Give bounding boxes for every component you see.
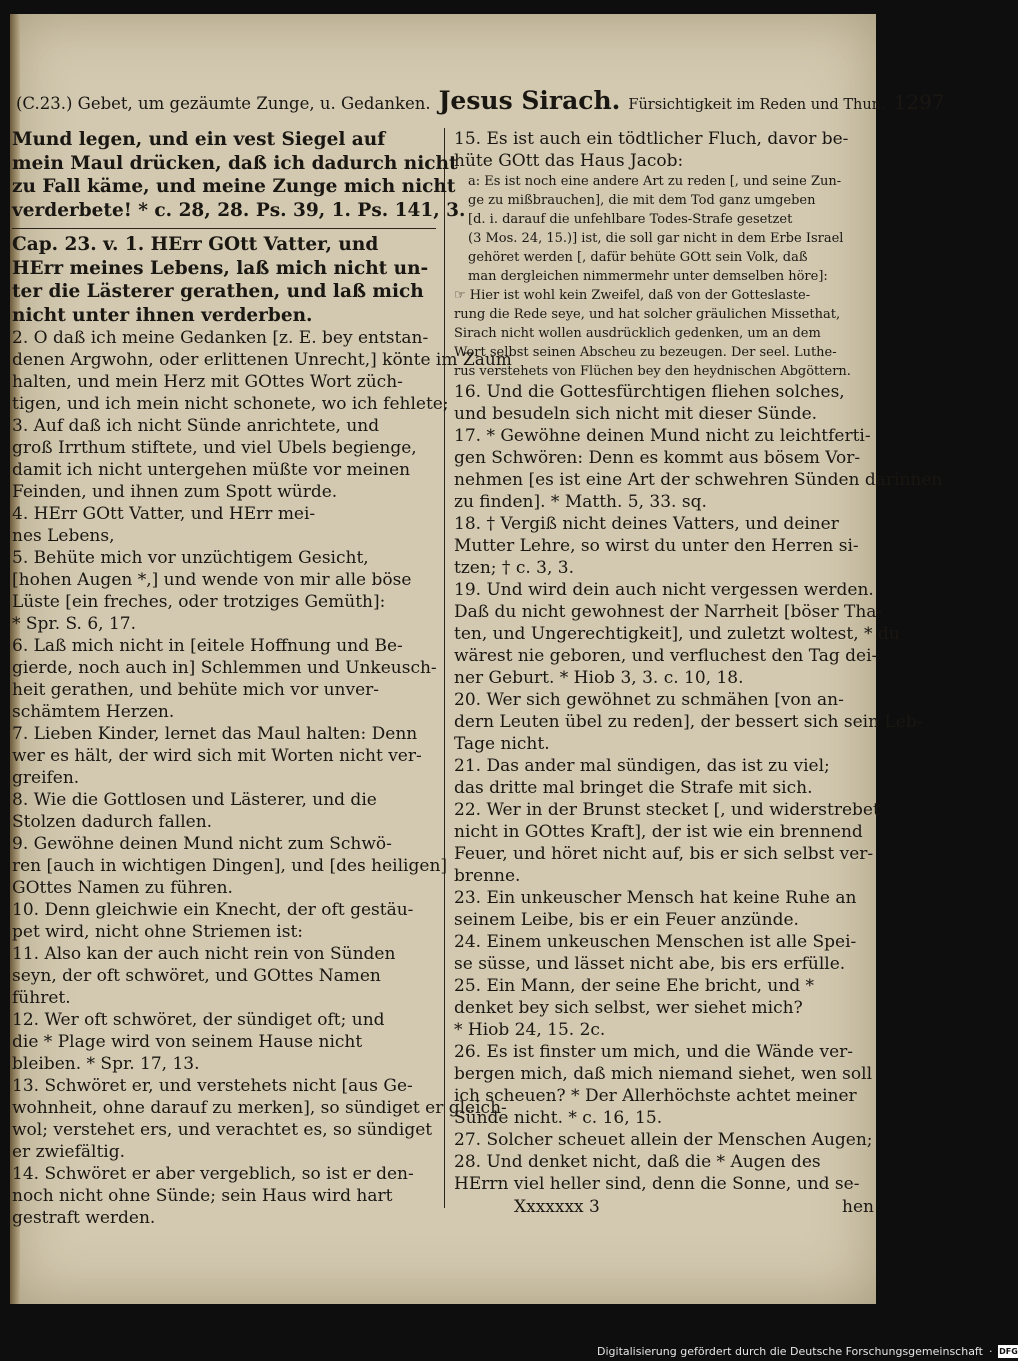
text-line: ren [auch in wichtigen Dingen], und [des heiligen] <box>12 856 448 876</box>
text-line: halten, und mein Herz mit GOttes Wort züch- <box>12 372 403 392</box>
text-line: dern Leuten übel zu reden], der bessert sich sein Leb- <box>454 712 923 732</box>
text-line: heit gerathen, und behüte mich vor unver- <box>12 680 380 700</box>
text-line: das dritte mal bringet die Strafe mit sich. <box>454 778 813 798</box>
text-line: Mund legen, und ein vest Siegel auf <box>12 129 386 150</box>
text-line: zu Fall käme, und meine Zunge mich nicht <box>12 176 456 197</box>
text-line: nicht in GOttes Kraft], der ist wie ein brennend <box>454 822 863 842</box>
text-line: pet wird, nicht ohne Striemen ist: <box>12 922 304 942</box>
book-page <box>10 14 945 1304</box>
text-line: 10. Denn gleichwie ein Knecht, der oft gestäu- <box>12 900 414 920</box>
commentary-note-a <box>454 172 874 286</box>
text-line: denen Argwohn, oder erlittenen Unrecht,] könte im Zaum <box>12 350 512 370</box>
text-line: 18. † Vergiß nicht deines Vatters, und deiner <box>454 514 839 534</box>
text-line: 23. Ein unkeuscher Mensch hat keine Ruhe an <box>454 888 857 908</box>
text-line: 19. Und wird dein auch nicht vergessen werden. <box>454 580 874 600</box>
text-line: ich scheuen? * Der Allerhöchste achtet meiner <box>454 1086 857 1106</box>
text-line: Mutter Lehre, so wirst du unter den Herren si- <box>454 536 859 556</box>
text-line: Feuer, und höret nicht auf, bis er sich selbst ver- <box>454 844 874 864</box>
text-line: verderbete! * c. 28, 28. Ps. 39, 1. Ps. 141, 3. <box>12 199 466 221</box>
text-line: 21. Das ander mal sündigen, das ist zu viel; <box>454 756 830 776</box>
text-line: man dergleichen nimmermehr unter demselben höre]: <box>468 269 828 284</box>
text-line: seyn, der oft schwöret, und GOttes Namen <box>12 966 381 986</box>
running-header <box>16 86 945 118</box>
text-line: Stolzen dadurch fallen. <box>12 812 213 832</box>
text-line: a: Es ist noch eine andere Art zu reden [, und seine Zun- <box>468 174 842 189</box>
text-line: gehöret werden [, dafür behüte GOtt sein Volk, daß <box>468 250 808 265</box>
text-line: bergen mich, daß mich niemand siehet, wen soll <box>454 1064 873 1084</box>
page-number: 1297 <box>893 90 945 114</box>
text-line: Wort selbst seinen Abscheu zu bezeugen. Der seel. Luthe- <box>454 345 837 360</box>
text-line: gestraft werden. <box>12 1208 156 1228</box>
text-line: gierde, noch auch in] Schlemmen und Unkeusch- <box>12 658 437 678</box>
text-line: wohnheit, ohne darauf zu merken], so sündiget er gleich- <box>12 1098 507 1118</box>
text-line: damit ich nicht untergehen müßte vor meinen <box>12 460 411 480</box>
text-line: 25. Ein Mann, der seine Ehe bricht, und * <box>454 976 815 996</box>
text-line: 17. * Gewöhne deinen Mund nicht zu leichtferti- <box>454 426 871 446</box>
text-line: 20. Wer sich gewöhnet zu schmähen [von an- <box>454 690 844 710</box>
text-line: 14. Schwöret er aber vergeblich, so ist er den- <box>12 1164 414 1184</box>
text-line: schämtem Herzen. <box>12 702 175 722</box>
text-line: 8. Wie die Gottlosen und Lästerer, und die <box>12 790 377 810</box>
text-line: hüte GOtt das Haus Jacob: <box>454 151 684 171</box>
right-column <box>454 128 943 1219</box>
text-line: noch nicht ohne Sünde; sein Haus wird hart <box>12 1186 393 1206</box>
text-line: tigen, und ich mein nicht schonete, wo ich fehlete; <box>12 394 449 414</box>
right-verses <box>454 381 943 1195</box>
text-line: [d. i. darauf die unfehlbare Todes-Strafe gesetzet <box>468 212 793 227</box>
text-line: mein Maul drücken, daß ich dadurch nicht <box>12 152 458 174</box>
text-line: nicht unter ihnen verderben. <box>12 304 313 326</box>
text-line: ten, und Ungerechtigkeit], und zuletzt woltest, * du <box>454 624 900 644</box>
text-line: * Spr. S. 6, 17. <box>12 614 137 634</box>
text-line: die * Plage wird von seinem Hause nicht <box>12 1032 363 1052</box>
text-line: 24. Einem unkeuschen Menschen ist alle Spei- <box>454 932 857 952</box>
divider <box>12 228 436 229</box>
text-line: Lüste [ein freches, oder trotziges Gemüth]: <box>12 592 386 612</box>
dfg-logo: DFG <box>999 1346 1018 1356</box>
text-line: nes Lebens, <box>12 526 115 546</box>
text-line: und besudeln sich nicht mit dieser Sünde. <box>454 404 818 424</box>
text-line: 2. O daß ich meine Gedanken [z. E. bey entstan- <box>12 328 429 348</box>
text-line: HErr meines Lebens, laß mich nicht un- <box>12 257 429 279</box>
text-line: 22. Wer in der Brunst stecket [, und widerstrebet <box>454 800 880 820</box>
verse-15 <box>454 128 874 172</box>
text-line: wol; verstehet ers, und verachtet es, so sündiget <box>12 1120 433 1140</box>
text-line: bleiben. * Spr. 17, 13. <box>12 1054 200 1074</box>
text-line: brenne. <box>454 866 521 886</box>
text-line: 16. Und die Gottesfürchtigen fliehen solches, <box>454 382 845 402</box>
header-right: Fürsichtigkeit im Reden und Thun. <box>628 97 886 113</box>
text-line: führet. <box>12 988 71 1008</box>
text-line: 6. Laß mich nicht in [eitele Hoffnung und Be- <box>12 636 403 656</box>
commentary-note-b <box>454 286 874 381</box>
text-line: tzen; † c. 3, 3. <box>454 558 575 578</box>
text-line: * Hiob 24, 15. 2c. <box>454 1020 606 1040</box>
text-line: seinem Leibe, bis er ein Feuer anzünde. <box>454 910 799 930</box>
text-line: Cap. 23. v. 1. HErr GOtt Vatter, und <box>12 234 379 255</box>
text-line: 27. Solcher scheuet allein der Menschen Augen; <box>454 1130 873 1150</box>
text-line: rus verstehets von Flüchen bey den heydnischen Abgöttern. <box>454 364 851 379</box>
text-line: Feinden, und ihnen zum Spott würde. <box>12 482 338 502</box>
continuation-block <box>12 128 466 222</box>
text-line: 5. Behüte mich vor unzüchtigem Gesicht, <box>12 548 369 568</box>
text-line: Tage nicht. <box>454 734 550 754</box>
text-line: 13. Schwöret er, und verstehets nicht [aus Ge- <box>12 1076 413 1096</box>
credit-text: Digitalisierung gefördert durch die Deutsche Forschungsgemeinschaft <box>597 1344 983 1358</box>
text-line: 9. Gewöhne deinen Mund nicht zum Schwö- <box>12 834 392 854</box>
text-line: 28. Und denket nicht, daß die * Augen des <box>454 1152 821 1172</box>
text-line: Daß du nicht gewohnest der Narrheit [böser Tha- <box>454 602 883 622</box>
text-line: 26. Es ist finster um mich, und die Wände ver- <box>454 1042 854 1062</box>
signature-mark: Xxxxxxx 3 <box>514 1197 600 1217</box>
catchword: hen <box>842 1197 874 1217</box>
header-left: (C.23.) Gebet, um gezäumte Zunge, u. Gedanken. <box>16 94 431 113</box>
text-line: HErrn viel heller sind, denn die Sonne, und se- <box>454 1174 860 1194</box>
text-line: nehmen [es ist eine Art der schwehren Sünden darinnen <box>454 470 943 490</box>
digitization-credit: Digitalisierung gefördert durch die Deutsche Forschungsgemeinschaft · DFG <box>597 1344 1018 1358</box>
text-line: 15. Es ist auch ein tödtlicher Fluch, davor be- <box>454 129 849 149</box>
text-line: 11. Also kan der auch nicht rein von Sünden <box>12 944 396 964</box>
text-line: se süsse, und lässet nicht abe, bis ers erfülle. <box>454 954 846 974</box>
text-line: rung die Rede seye, und hat solcher gräulichen Missethat, <box>454 307 841 322</box>
text-line: 3. Auf daß ich nicht Sünde anrichtete, und <box>12 416 380 436</box>
text-line: denket bey sich selbst, wer siehet mich? <box>454 998 803 1018</box>
text-line: [hohen Augen *,] und wende von mir alle böse <box>12 570 412 590</box>
text-line: ☞ Hier ist wohl kein Zweifel, daß von der Gotteslaste- <box>454 288 811 303</box>
text-line: wärest nie geboren, und verfluchest den Tag dei- <box>454 646 878 666</box>
text-line: Sünde nicht. * c. 16, 15. <box>454 1108 663 1128</box>
text-line: er zwiefältig. <box>12 1142 126 1162</box>
text-line: ner Geburt. * Hiob 3, 3. c. 10, 18. <box>454 668 744 688</box>
text-line: wer es hält, der wird sich mit Worten nicht ver- <box>12 746 422 766</box>
text-line: Sirach nicht wollen ausdrücklich gedenken, um an dem <box>454 326 821 341</box>
text-line: ge zu mißbrauchen], die mit dem Tod ganz umgeben <box>468 193 816 208</box>
header-center: Jesus Sirach. <box>438 86 621 115</box>
text-line: zu finden]. * Matth. 5, 33. sq. <box>454 492 707 512</box>
text-line: groß Irrthum stiftete, und viel Ubels begienge, <box>12 438 417 458</box>
text-line: 4. HErr GOtt Vatter, und HErr mei- <box>12 504 316 524</box>
chapter-23-opening <box>12 233 436 327</box>
text-line: 12. Wer oft schwöret, der sündiget oft; und <box>12 1010 385 1030</box>
text-line: greifen. <box>12 768 80 788</box>
text-line: ter die Lästerer gerathen, und laß mich <box>12 281 424 302</box>
text-line: (3 Mos. 24, 15.)] ist, die soll gar nicht in dem Erbe Israel <box>468 231 844 246</box>
text-line: 7. Lieben Kinder, lernet das Maul halten: Denn <box>12 724 418 744</box>
text-line: GOttes Namen zu führen. <box>12 878 233 898</box>
signature-line <box>454 1195 874 1219</box>
text-line: gen Schwören: Denn es kommt aus bösem Vor- <box>454 448 861 468</box>
